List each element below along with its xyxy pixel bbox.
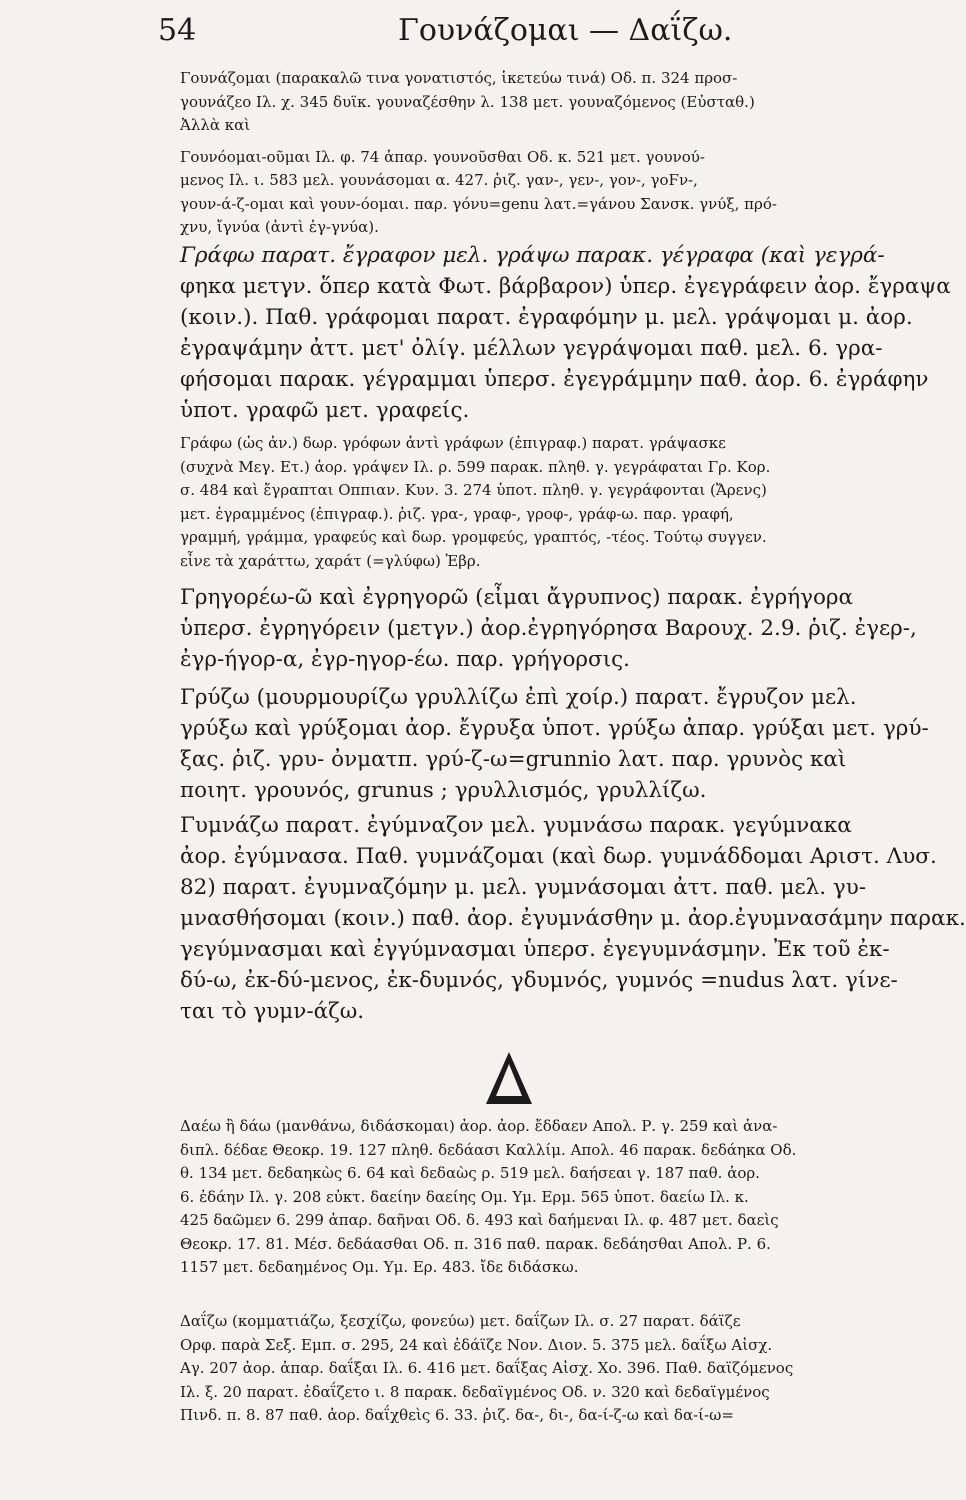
entry-line: ὑπερσ. ἐγρηγόρειν (μετγν.) ἀορ.ἐγρηγόρησα Βαρουχ. 2.9. ῥιζ. ἐγερ-, [180,616,917,641]
entry-gryzo [180,682,929,806]
entry-line: Πινδ. π. 8. 87 παθ. ἀορ. δαΐχθεὶς 6. 33. ῥιζ. δα-, δι-, δα-ί-ζ-ω καὶ δα-ί-ω= [180,1406,734,1424]
entry-line: 425 δαῶμεν 6. 299 ἀπαρ. δαῆναι Οδ. δ. 493 καὶ δαήμεναι Ιλ. φ. 487 μετ. δαεὶς [180,1211,779,1229]
entry-line: Ορφ. παρὰ Σεξ. Εμπ. σ. 295, 24 καὶ ἐδάϊζε Νον. Διον. 5. 375 μελ. δαΐξω Αἰσχ. [180,1335,773,1354]
entry-line: διπλ. δέδαε Θεοκρ. 19. 127 πληθ. δεδάασι Καλλίμ. Απολ. 46 παρακ. δεδάηκα Οδ. [180,1140,797,1159]
entry-line: (συχνὰ Μεγ. Ετ.) ἀορ. γράψεν Ιλ. ρ. 599 παρακ. πληθ. γ. γεγράφαται Γρ. Κορ. [180,457,771,476]
entry-line: ὑποτ. γραφῶ μετ. γραφείς. [180,398,470,423]
entry-line: γουν-ά-ζ-ομαι καὶ γουν-όομαι. παρ. γόνυ=genu λατ.=γάνου Σανσκ. γνύξ, πρό- [180,194,777,213]
entry-line: 1157 μετ. δεδαημένος Ομ. Υμ. Ερ. 483. ἴδε διδάσκω. [180,1258,579,1276]
entry-line: 82) παρατ. ἐγυμναζόμην μ. μελ. γυμνάσομαι ἀττ. παθ. μελ. γυ- [180,875,867,900]
entry-line: μενος Ιλ. ι. 583 μελ. γουνάσομαι α. 427. ῥιζ. γαν-, γεν-, γον-, γοϜν-, [180,171,698,189]
entry-line: θ. 134 μετ. δεδαηκὼς 6. 64 καὶ δεδαὼς ρ. 519 μελ. δαήσεαι γ. 187 παθ. ἀορ. [180,1164,760,1182]
entry-grapho-dialect [180,432,880,573]
entry-line: Δαΐζω (κομματιάζω, ξεσχίζω, φονεύω) μετ. δαΐζων Ιλ. σ. 27 παρατ. δάϊζε [180,1312,741,1330]
entry-daizo [180,1310,880,1428]
entry-line: σ. 484 καὶ ἔγραπται Οππιαν. Κυν. 3. 274 ὑποτ. πληθ. γ. γεγράφονται (Ἄρενς) [180,481,767,499]
entry-line: ποιητ. γρουνός, grunus ; γρυλλισμός, γρυλλίζω. [180,778,707,803]
entry-gymnazo [180,810,966,1027]
entry-gounazomai [180,67,880,240]
entry-line: Δαέω ἢ δάω (μανθάνω, διδάσκομαι) ἀορ. ἀορ. ἔδδαεν Απολ. Ρ. γ. 259 καὶ ἀνα- [180,1117,778,1135]
entry-line: Γουνάζομαι (παρακαλῶ τινα γονατιστός, ἱκετεύω τινά) Οδ. π. 324 προσ- [180,69,738,87]
entry-line: Γυμνάζω παρατ. ἐγύμναζον μελ. γυμνάσω παρακ. γεγύμνακα [180,813,852,838]
entry-line: γουνάζεο Ιλ. χ. 345 δυϊκ. γουναζέσθην λ. 138 μετ. γουναζόμενος (Εὐσταθ.) [180,92,755,111]
entry-line: γεγύμνασμαι καὶ ἐγγύμνασμαι ὑπερσ. ἐγεγυμνάσμην. Ἐκ τοῦ ἐκ- [180,937,890,962]
entry-line: ξας. ῥιζ. γρυ- ὀνματπ. γρύ-ζ-ω=grunnio λατ. παρ. γρυνὸς καὶ [180,747,847,772]
entry-line: ἀορ. ἐγύμνασα. Παθ. γυμνάζομαι (καὶ δωρ. γυμνάδδομαι Αριστ. Λυσ. [180,844,937,869]
entry-line: δύ-ω, ἐκ-δύ-μενος, ἐκ-δυμνός, γδυμνός, γυμνός =nudus λατ. γίνε- [180,968,898,993]
entry-line: 6. ἐδάην Ιλ. γ. 208 εὐκτ. δαείην δαείης Ομ. Υμ. Ερμ. 565 ὑποτ. δαείω Ιλ. κ. [180,1187,749,1206]
entry-line: ται τὸ γυμν-άζω. [180,999,365,1024]
entry-line: Αγ. 207 ἀορ. ἀπαρ. δαΐξαι Ιλ. 6. 416 μετ. δαΐξας Αἰσχ. Χο. 396. Παθ. δαϊζόμενος [180,1359,794,1377]
entry-line: Γράφω (ὡς ἀν.) δωρ. γρόφων ἀντὶ γράφων (ἐπιγραφ.) παρατ. γράψασκε [180,434,726,452]
entry-line: χνυ, ἴγνύα (ἀντὶ ἐγ-γνύα). [180,218,379,236]
entry-line: φήσομαι παρακ. γέγραμμαι ὑπερσ. ἐγεγράμμην παθ. ἀορ. 6. ἐγράφην [180,367,929,392]
entry-line: φηκα μετγν. ὅπερ κατὰ Φωτ. βάρβαρον) ὑπερ. ἐγεγράφειν ἀορ. ἔγραψα [180,274,951,299]
entry-line: γραμμή, γράμμα, γραφεύς καὶ δωρ. γρομφεύς, γραπτός, -τέος. Τούτῳ συγγεν. [180,528,767,546]
entry-line: μνασθήσομαι (κοιν.) παθ. ἀορ. ἐγυμνάσθην μ. ἀορ.ἐγυμνασάμην παρακ. [180,906,966,931]
page-title: Γουνάζομαι — Δαΐζω. [398,13,733,48]
entry-line: Ιλ. ξ. 20 παρατ. ἐδαΐζετο ι. 8 παρακ. δεδαϊγμένος Οδ. ν. 320 καὶ δεδαϊγμένος [180,1382,770,1401]
page-header [158,6,878,56]
entry-grapho [180,240,951,426]
entry-line: (κοιν.). Παθ. γράφομαι παρατ. ἐγραφόμην μ. μελ. γράψομαι μ. ἀορ. [180,305,913,330]
entry-line: Θεοκρ. 17. 81. Μέσ. δεδάασθαι Οδ. π. 316 παθ. παρακ. δεδάησθαι Απολ. Ρ. 6. [180,1234,771,1253]
delta-glyph [484,1050,534,1106]
entry-gregoreo [180,582,917,675]
entry-line: Γράφω παρατ. ἔγραφον μελ. γράψω παρακ. γέγραφα (καὶ γεγρά- [180,243,885,268]
entry-line: εἶνε τὰ χαράττω, χαράτ (=γλύφω) Ἑβρ. [180,551,481,570]
entry-line: μετ. ἐγραμμένος (ἐπιγραφ.). ῥιζ. γρα-, γραφ-, γροφ-, γράφ-ω. παρ. γραφή, [180,504,734,523]
entry-line: ἐγραψάμην ἀττ. μετ' ὀλίγ. μέλλων γεγράψομαι παθ. μελ. 6. γρα- [180,336,883,361]
entry-line: γρύξω καὶ γρύξομαι ἀορ. ἔγρυξα ὑποτ. γρύξω ἀπαρ. γρύξαι μετ. γρύ- [180,716,929,741]
entry-line: Γουνόομαι-οῦμαι Ιλ. φ. 74 ἀπαρ. γουνοῦσθαι Οδ. κ. 521 μετ. γουνού- [180,147,705,166]
section-letter-delta [484,1050,534,1106]
entry-line: Γρηγορέω-ῶ καὶ ἐγρηγορῶ (εἶμαι ἄγρυπνος) παρακ. ἐγρήγορα [180,585,854,610]
entry-line: Γρύζω (μουρμουρίζω γρυλλίζω ἐπὶ χοίρ.) παρατ. ἔγρυζον μελ. [180,685,857,710]
entry-daeo [180,1115,880,1280]
page-number: 54 [158,13,197,48]
entry-line: ἐγρ-ήγορ-α, ἐγρ-ηγορ-έω. παρ. γρήγορσις. [180,647,631,672]
entry-line: Ἀλλὰ καὶ [180,116,251,134]
